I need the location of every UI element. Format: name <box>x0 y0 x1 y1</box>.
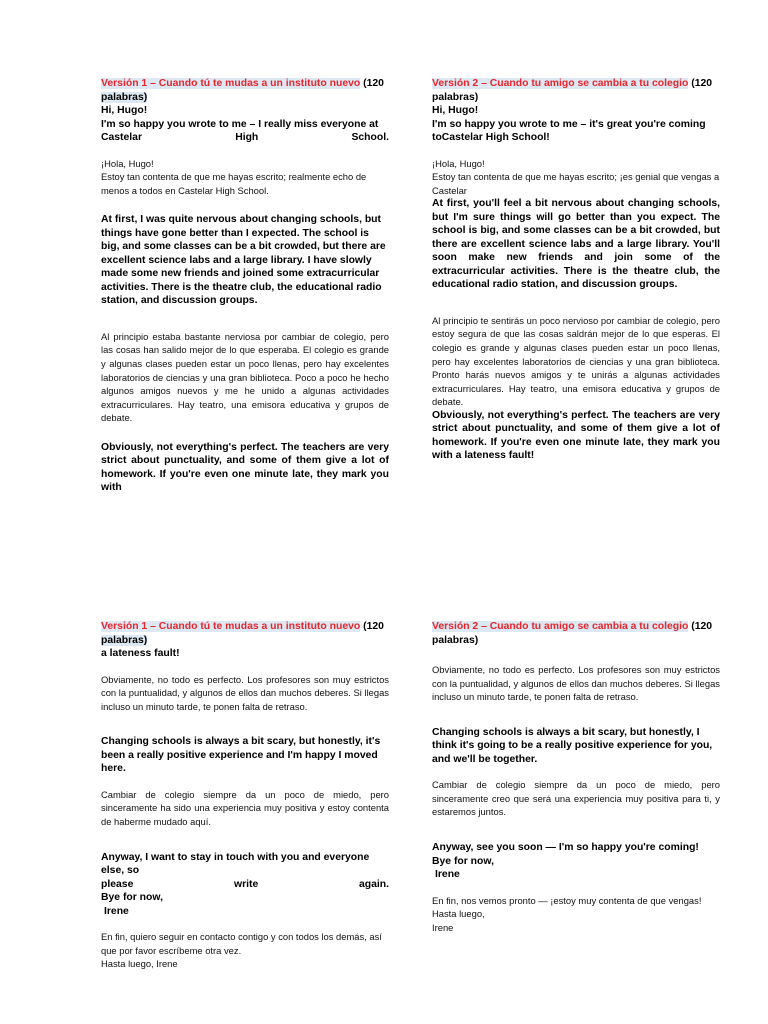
greeting-es: ¡Hola, Hugo! <box>432 157 485 169</box>
signature-en: Irene <box>104 905 129 917</box>
paragraph-es-anyway: En fin, quiero seguir en contacto contigo y con todos los demás, así que por favor escríbeme otra vez. <box>101 931 382 956</box>
paragraph-es-changing: Cambiar de colegio siempre da un poco de miedo, pero sinceramente creo que será una experiencia muy positiva para ti, y estaremos juntos. <box>432 779 720 818</box>
paragraph-es-first: Al principio te sentirás un poco nervioso por cambiar de colegio, pero estoy segura de que las cosas saldrán mejor de lo que esperas. El colegio es grande y algunas clases pueden estar un poco llenas, pero hay excelentes laboratorios de ciencias y una gran biblioteca. Pronto harás nuevos amigos y te unirás a algunas actividades extracurriculares. Hay teatro, una emisora educativa y grupos de debate. <box>432 314 720 408</box>
paragraph-en-anyway: Anyway, I want to stay in touch with you and everyone else, so <box>101 851 370 877</box>
paragraph-en-first: At first, I was quite nervous about changing schools, but things have gone better than I expected. The school is big, and some classes can be a bit crowded, but there are excellent science labs and a large library. I have slowly made some new friends and joined some extracurricular activities. There is the theatre club, the educational radio station, and discussion groups. <box>101 214 386 307</box>
version1-title <box>101 620 389 634</box>
continued-en: a lateness fault! <box>101 648 180 659</box>
version1-page1 <box>101 77 389 495</box>
version1-title-text: Versión 1 – Cuando tú te mudas a un instituto nuevo <box>101 621 361 632</box>
version1-word-count-unit: palabras) <box>101 91 148 103</box>
version2-title-text: Versión 2 – Cuando tu amigo se cambia a tu colegio <box>432 621 689 632</box>
greeting-en: Hi, Hugo! <box>432 105 479 116</box>
intro-es: Estoy tan contenta de que me hayas escrito; ¡es genial que vengas a Castelar <box>432 171 720 196</box>
intro-en: I'm so happy you wrote to me – it's great you're coming toCastelar High School! <box>432 118 706 143</box>
signoff-es: Hasta luego, <box>432 908 485 920</box>
paragraph-es-anyway: En fin, nos vemos pronto — ¡estoy muy contenta de que vengas! <box>432 894 702 906</box>
intro-es: Estoy tan contenta de que me hayas escrito; realmente echo de menos a todos en Castelar High School. <box>101 171 367 196</box>
paragraph-es-obviously: Obviamente, no todo es perfecto. Los profesores son muy estrictos con la puntualidad, y algunos de ellos dan muchos deberes. Si llegas incluso un minuto tarde, te ponen falta de retraso. <box>101 673 389 712</box>
signoff-en: Bye for now, <box>432 855 494 867</box>
version2-word-count-unit: palabras) <box>432 634 479 646</box>
version1-title <box>101 77 389 91</box>
paragraph-en-changing: Changing schools is always a bit scary, but honestly, I think it's going to be a really positive experience for you, and we'll be together. <box>432 726 713 765</box>
paragraph-en-anyway-line2: please write again. <box>101 878 389 890</box>
paragraph-en-changing: Changing schools is always a bit scary, but honestly, it's been a really positive experience and I'm happy I moved here. <box>101 736 381 775</box>
paragraph-en-obviously: Obviously, not everything's perfect. The teachers are very strict about punctuality, and some of them give a lot of homework. If you're even one minute late, they mark you with <box>101 441 389 494</box>
signoff-es: Hasta luego, Irene <box>101 958 178 970</box>
greeting-en: Hi, Hugo! <box>101 105 148 116</box>
signature-es: Irene <box>432 921 454 933</box>
version2-word-count: (120 <box>688 621 713 632</box>
paragraph-es-first: Al principio estaba bastante nerviosa por cambiar de colegio, pero las cosas han salido mejor de lo que esperaba. El colegio es grande y algunas clases pueden estar un poco llenas, pero hay excelentes laboratorios de ciencias y una gran biblioteca. Poco a poco he hecho algunos amigos nuevos y me he unido a algunas actividades extracurriculares. Hay teatro, una emisora educativa y grupos de debate. <box>101 330 389 424</box>
paragraph-en-obviously: Obviously, not everything's perfect. The teachers are very strict about punctuality, and some of them give a lot of homework. If you're even one minute late, they mark you with a lateness fault! <box>432 409 720 462</box>
paragraph-en-anyway: Anyway, see you soon — I'm so happy you're coming! <box>432 842 699 854</box>
intro-en-line1: I'm so happy you wrote to me – I really miss everyone at <box>101 118 379 130</box>
version2-page2 <box>432 620 720 934</box>
signature-en: Irene <box>435 869 460 881</box>
version1-page2 <box>101 620 389 971</box>
version1-word-count: (120 <box>360 621 384 632</box>
version1-word-count-unit: palabras) <box>101 634 148 646</box>
version2-word-count-unit: palabras) <box>432 91 479 103</box>
paragraph-es-changing: Cambiar de colegio siempre da un poco de miedo, pero sinceramente ha sido una experiencia muy positiva y estoy contenta de haberme mudado aquí. <box>101 788 389 827</box>
paragraph-en-first: At first, you'll feel a bit nervous about changing schools, but I'm sure things will go better than you expect. The school is big, and some classes can be a bit crowded, but there are excellent science labs and a large library. You'll soon make new friends and join some of the extracurricular activities. There is the theatre club, the educational radio station, and discussion groups. <box>432 198 720 291</box>
version2-page1 <box>432 77 720 463</box>
version2-title-text: Versión 2 – Cuando tu amigo se cambia a tu colegio <box>432 78 689 89</box>
intro-en-line2: Castelar High School. <box>101 132 389 143</box>
paragraph-es-obviously: Obviamente, no todo es perfecto. Los profesores son muy estrictos con la puntualidad, y algunos de ellos dan muchos deberes. Si llegas incluso un minuto tarde, te ponen falta de retraso. <box>432 664 720 703</box>
version1-title-text: Versión 1 – Cuando tú te mudas a un instituto nuevo <box>101 78 361 89</box>
greeting-es: ¡Hola, Hugo! <box>101 157 154 169</box>
version2-title <box>432 620 720 634</box>
signoff-en: Bye for now, <box>101 892 163 904</box>
version2-word-count: (120 <box>688 78 713 89</box>
version1-word-count: (120 <box>360 78 384 89</box>
version2-title <box>432 77 720 91</box>
